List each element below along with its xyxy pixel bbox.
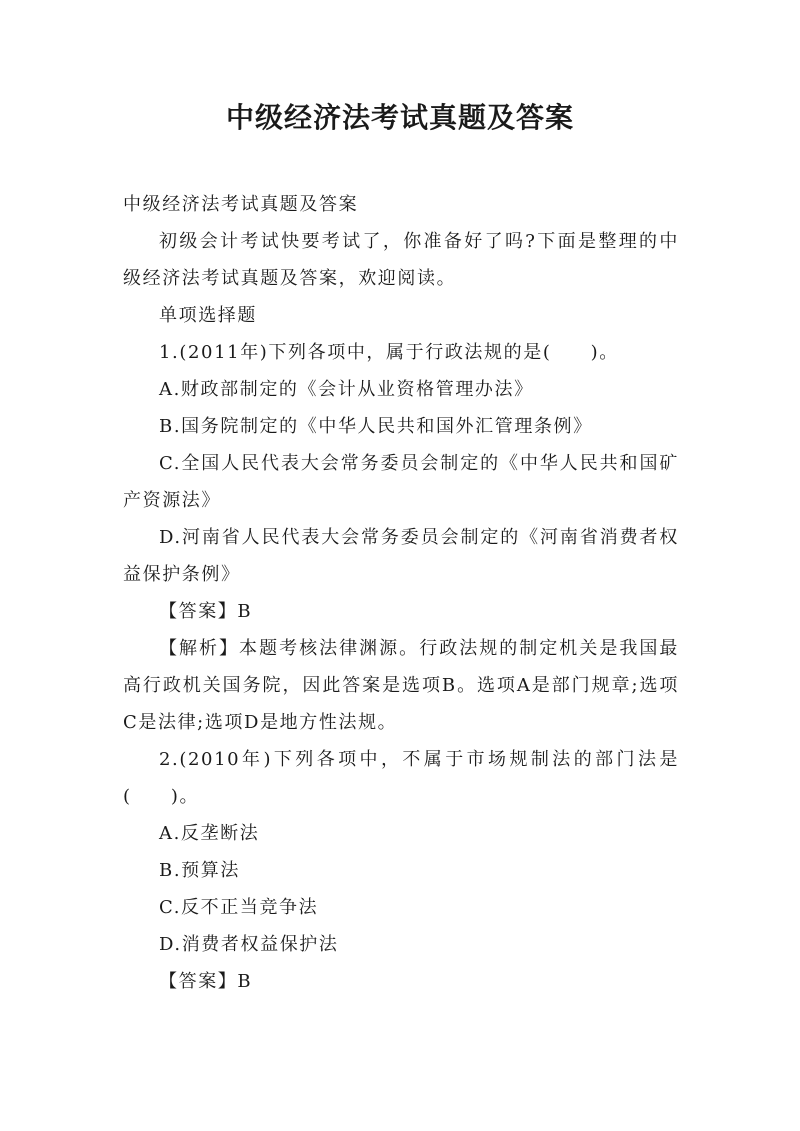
question-1-option-a: A.财政部制定的《会计从业资格管理办法》 (159, 379, 534, 400)
question-2-option-d: D.消费者权益保护法 (159, 934, 339, 955)
section-heading: 单项选择题 (159, 305, 257, 326)
question-1: 1.(2011年)下列各项中，属于行政法规的是( )。 (159, 342, 619, 363)
body-heading: 中级经济法考试真题及答案 (123, 194, 359, 215)
question-2-option-a: A.反垄断法 (159, 823, 260, 844)
question-1-option-d: D.河南省人民代表大会常务委员会制定的《河南省消费者权益保护条例》 (123, 527, 679, 585)
intro-paragraph: 初级会计考试快要考试了，你准备好了吗?下面是整理的中级经济法考试真题及答案，欢迎阅读。 (123, 231, 679, 289)
question-2-answer: 【答案】B (159, 971, 253, 992)
document-body (123, 186, 679, 1000)
question-2-option-c: C.反不正当竞争法 (159, 897, 319, 918)
question-1-option-b: B.国务院制定的《中华人民共和国外汇管理条例》 (159, 416, 593, 437)
question-2: 2.(2010年)下列各项中，不属于市场规制法的部门法是( )。 (123, 749, 679, 807)
question-1-answer: 【答案】B (159, 601, 253, 622)
document-title: 中级经济法考试真题及答案 (225, 101, 574, 134)
question-1-explanation: 【解析】本题考核法律渊源。行政法规的制定机关是我国最高行政机关国务院，因此答案是选项B。选项A是部门规章;选项C是法律;选项D是地方性法规。 (123, 638, 679, 733)
question-2-option-b: B.预算法 (159, 860, 240, 881)
question-1-option-c: C.全国人民代表大会常务委员会制定的《中华人民共和国矿产资源法》 (123, 453, 679, 511)
